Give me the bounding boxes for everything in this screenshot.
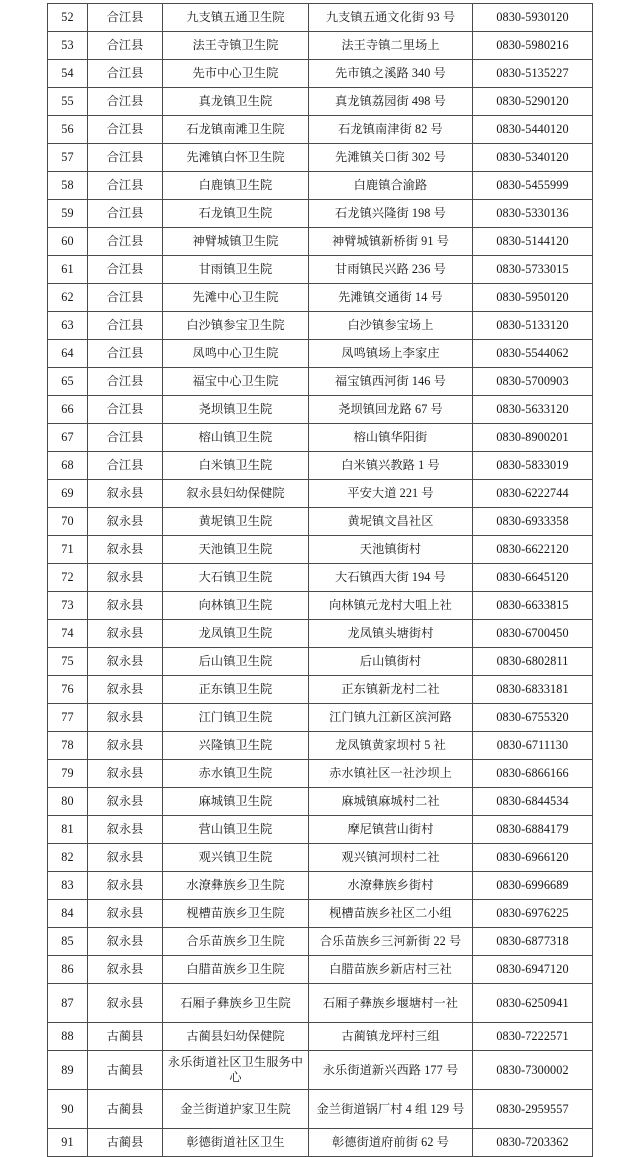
cell-inst: 观兴镇卫生院 [163,844,309,872]
table-row [48,116,593,144]
cell-addr: 正东镇新龙村二社 [309,676,473,704]
cell-idx: 54 [48,60,88,88]
cell-addr: 九支镇五通文化街 93 号 [309,4,473,32]
cell-addr: 先滩镇关口街 302 号 [309,144,473,172]
table-row [48,88,593,116]
cell-phone: 0830-5633120 [473,396,593,424]
cell-addr: 后山镇街村 [309,648,473,676]
cell-inst: 黄坭镇卫生院 [163,508,309,536]
cell-addr: 黄坭镇文昌社区 [309,508,473,536]
cell-addr: 石龙镇南津街 82 号 [309,116,473,144]
cell-addr: 真龙镇荔园街 498 号 [309,88,473,116]
cell-phone: 0830-6802811 [473,648,593,676]
cell-addr: 白腊苗族乡新店村三社 [309,956,473,984]
cell-phone: 0830-6222744 [473,480,593,508]
cell-idx: 70 [48,508,88,536]
cell-idx: 91 [48,1129,88,1157]
cell-idx: 82 [48,844,88,872]
cell-idx: 88 [48,1023,88,1051]
cell-phone: 0830-7203362 [473,1129,593,1157]
table-row [48,676,593,704]
cell-idx: 81 [48,816,88,844]
table-row [48,1023,593,1051]
cell-phone: 0830-6866166 [473,760,593,788]
cell-phone: 0830-6947120 [473,956,593,984]
cell-idx: 78 [48,732,88,760]
cell-addr: 龙凤镇头塘街村 [309,620,473,648]
table-row [48,872,593,900]
cell-inst: 神臂城镇卫生院 [163,228,309,256]
cell-idx: 90 [48,1090,88,1129]
cell-addr: 福宝镇西河街 146 号 [309,368,473,396]
cell-inst: 彰德街道社区卫生 [163,1129,309,1157]
cell-addr: 金兰街道锅厂村 4 组 129 号 [309,1090,473,1129]
table-row [48,732,593,760]
cell-addr: 白沙镇参宝场上 [309,312,473,340]
cell-county: 合江县 [88,452,163,480]
table-row [48,256,593,284]
cell-inst: 先市中心卫生院 [163,60,309,88]
cell-idx: 58 [48,172,88,200]
cell-inst: 营山镇卫生院 [163,816,309,844]
cell-phone: 0830-6884179 [473,816,593,844]
table-row [48,1129,593,1157]
cell-addr: 尧坝镇回龙路 67 号 [309,396,473,424]
cell-county: 叙永县 [88,620,163,648]
cell-idx: 69 [48,480,88,508]
cell-idx: 52 [48,4,88,32]
table-row [48,536,593,564]
cell-inst: 江门镇卫生院 [163,704,309,732]
cell-phone: 0830-6996689 [473,872,593,900]
cell-inst: 凤鸣中心卫生院 [163,340,309,368]
cell-phone: 0830-6844534 [473,788,593,816]
cell-phone: 0830-5930120 [473,4,593,32]
cell-idx: 85 [48,928,88,956]
cell-addr: 榕山镇华阳街 [309,424,473,452]
table-row [48,760,593,788]
table-row [48,368,593,396]
cell-county: 叙永县 [88,536,163,564]
cell-county: 合江县 [88,4,163,32]
cell-phone: 0830-6833181 [473,676,593,704]
cell-inst: 石龙镇南滩卫生院 [163,116,309,144]
cell-county: 古蔺县 [88,1051,163,1090]
cell-addr: 石厢子彝族乡堰塘村一社 [309,984,473,1023]
cell-county: 合江县 [88,228,163,256]
cell-idx: 89 [48,1051,88,1090]
cell-addr: 石龙镇兴隆街 198 号 [309,200,473,228]
cell-idx: 83 [48,872,88,900]
cell-county: 合江县 [88,256,163,284]
table-row [48,144,593,172]
cell-phone: 0830-5340120 [473,144,593,172]
cell-county: 合江县 [88,396,163,424]
cell-county: 叙永县 [88,872,163,900]
table-row [48,424,593,452]
cell-phone: 0830-5290120 [473,88,593,116]
cell-idx: 79 [48,760,88,788]
cell-inst: 金兰街道护家卫生院 [163,1090,309,1129]
cell-idx: 87 [48,984,88,1023]
table-row [48,172,593,200]
cell-inst: 白沙镇参宝卫生院 [163,312,309,340]
cell-county: 合江县 [88,368,163,396]
cell-idx: 68 [48,452,88,480]
cell-county: 合江县 [88,172,163,200]
table-row [48,928,593,956]
cell-idx: 77 [48,704,88,732]
cell-addr: 江门镇九江新区滨河路 [309,704,473,732]
cell-inst: 白腊苗族乡卫生院 [163,956,309,984]
medical-institution-table [47,3,593,1157]
table-row [48,228,593,256]
cell-inst: 白米镇卫生院 [163,452,309,480]
cell-idx: 71 [48,536,88,564]
cell-phone: 0830-5135227 [473,60,593,88]
cell-phone: 0830-7300002 [473,1051,593,1090]
cell-inst: 天池镇卫生院 [163,536,309,564]
table-row [48,284,593,312]
cell-county: 合江县 [88,340,163,368]
cell-phone: 0830-6877318 [473,928,593,956]
cell-inst: 枧槽苗族乡卫生院 [163,900,309,928]
cell-idx: 80 [48,788,88,816]
cell-idx: 73 [48,592,88,620]
cell-county: 叙永县 [88,648,163,676]
cell-addr: 白鹿镇合渝路 [309,172,473,200]
table-body [48,4,593,1157]
cell-addr: 观兴镇河坝村二社 [309,844,473,872]
cell-county: 叙永县 [88,956,163,984]
cell-inst: 叙永县妇幼保健院 [163,480,309,508]
cell-idx: 86 [48,956,88,984]
table-row [48,620,593,648]
table-row [48,1051,593,1090]
cell-phone: 0830-6250941 [473,984,593,1023]
cell-inst: 向林镇卫生院 [163,592,309,620]
cell-county: 合江县 [88,200,163,228]
table-row [48,452,593,480]
cell-county: 古蔺县 [88,1023,163,1051]
table-row [48,900,593,928]
cell-inst: 龙凤镇卫生院 [163,620,309,648]
cell-phone: 0830-6976225 [473,900,593,928]
cell-idx: 67 [48,424,88,452]
cell-addr: 先市镇之溪路 340 号 [309,60,473,88]
table-row [48,340,593,368]
cell-phone: 0830-6933358 [473,508,593,536]
table-row [48,4,593,32]
cell-inst: 合乐苗族乡卫生院 [163,928,309,956]
cell-county: 合江县 [88,116,163,144]
cell-addr: 枧槽苗族乡社区二小组 [309,900,473,928]
cell-addr: 麻城镇麻城村二社 [309,788,473,816]
cell-inst: 榕山镇卫生院 [163,424,309,452]
cell-county: 叙永县 [88,704,163,732]
cell-addr: 永乐街道新兴西路 177 号 [309,1051,473,1090]
cell-county: 叙永县 [88,844,163,872]
cell-inst: 先滩中心卫生院 [163,284,309,312]
table-row [48,704,593,732]
cell-inst: 永乐街道社区卫生服务中心 [163,1051,309,1090]
cell-county: 叙永县 [88,788,163,816]
cell-addr: 先滩镇交通街 14 号 [309,284,473,312]
table-row [48,32,593,60]
table-row [48,956,593,984]
table-row [48,648,593,676]
cell-county: 叙永县 [88,480,163,508]
cell-addr: 神臂城镇新桥街 91 号 [309,228,473,256]
cell-inst: 甘雨镇卫生院 [163,256,309,284]
cell-county: 古蔺县 [88,1129,163,1157]
cell-inst: 水潦彝族乡卫生院 [163,872,309,900]
cell-idx: 61 [48,256,88,284]
cell-inst: 尧坝镇卫生院 [163,396,309,424]
cell-inst: 石龙镇卫生院 [163,200,309,228]
cell-inst: 九支镇五通卫生院 [163,4,309,32]
cell-phone: 0830-6633815 [473,592,593,620]
cell-addr: 甘雨镇民兴路 236 号 [309,256,473,284]
cell-phone: 0830-5133120 [473,312,593,340]
cell-addr: 天池镇街村 [309,536,473,564]
cell-county: 叙永县 [88,732,163,760]
table-row [48,200,593,228]
cell-county: 叙永县 [88,984,163,1023]
cell-county: 叙永县 [88,900,163,928]
table-row [48,396,593,424]
cell-addr: 龙凤镇黄家坝村 5 社 [309,732,473,760]
cell-idx: 64 [48,340,88,368]
cell-county: 合江县 [88,284,163,312]
cell-county: 合江县 [88,88,163,116]
cell-phone: 0830-8900201 [473,424,593,452]
cell-idx: 66 [48,396,88,424]
cell-phone: 0830-6645120 [473,564,593,592]
cell-inst: 福宝中心卫生院 [163,368,309,396]
cell-inst: 赤水镇卫生院 [163,760,309,788]
cell-idx: 72 [48,564,88,592]
cell-idx: 57 [48,144,88,172]
cell-county: 合江县 [88,32,163,60]
table-row [48,816,593,844]
cell-county: 叙永县 [88,816,163,844]
cell-county: 叙永县 [88,592,163,620]
table-row [48,788,593,816]
table-row [48,1090,593,1129]
table-row [48,480,593,508]
cell-idx: 74 [48,620,88,648]
cell-county: 叙永县 [88,928,163,956]
cell-addr: 古蔺镇龙坪村三组 [309,1023,473,1051]
table-row [48,844,593,872]
cell-addr: 向林镇元龙村大咀上社 [309,592,473,620]
cell-phone: 0830-5455999 [473,172,593,200]
table-row [48,984,593,1023]
cell-inst: 古蔺县妇幼保健院 [163,1023,309,1051]
cell-idx: 62 [48,284,88,312]
cell-inst: 兴隆镇卫生院 [163,732,309,760]
cell-addr: 水潦彝族乡街村 [309,872,473,900]
cell-county: 合江县 [88,144,163,172]
cell-addr: 凤鸣镇场上李家庄 [309,340,473,368]
cell-county: 叙永县 [88,760,163,788]
cell-idx: 65 [48,368,88,396]
cell-inst: 后山镇卫生院 [163,648,309,676]
cell-idx: 59 [48,200,88,228]
table-row [48,592,593,620]
cell-addr: 白米镇兴教路 1 号 [309,452,473,480]
cell-addr: 平安大道 221 号 [309,480,473,508]
table-row [48,60,593,88]
cell-phone: 0830-5330136 [473,200,593,228]
cell-addr: 法王寺镇二里场上 [309,32,473,60]
cell-phone: 0830-6622120 [473,536,593,564]
cell-county: 叙永县 [88,676,163,704]
cell-phone: 0830-5733015 [473,256,593,284]
cell-phone: 0830-5544062 [473,340,593,368]
cell-phone: 0830-5440120 [473,116,593,144]
cell-inst: 麻城镇卫生院 [163,788,309,816]
table-row [48,312,593,340]
cell-inst: 先滩镇白怀卫生院 [163,144,309,172]
cell-phone: 0830-6700450 [473,620,593,648]
cell-county: 古蔺县 [88,1090,163,1129]
cell-idx: 60 [48,228,88,256]
cell-idx: 75 [48,648,88,676]
cell-inst: 大石镇卫生院 [163,564,309,592]
cell-county: 合江县 [88,60,163,88]
cell-inst: 正东镇卫生院 [163,676,309,704]
cell-idx: 55 [48,88,88,116]
cell-addr: 彰德街道府前街 62 号 [309,1129,473,1157]
cell-county: 合江县 [88,424,163,452]
cell-addr: 大石镇西大街 194 号 [309,564,473,592]
cell-addr: 摩尼镇营山街村 [309,816,473,844]
table-row [48,564,593,592]
cell-inst: 石厢子彝族乡卫生院 [163,984,309,1023]
cell-phone: 0830-5980216 [473,32,593,60]
cell-phone: 0830-6966120 [473,844,593,872]
cell-idx: 53 [48,32,88,60]
cell-inst: 法王寺镇卫生院 [163,32,309,60]
cell-addr: 合乐苗族乡三河新街 22 号 [309,928,473,956]
cell-county: 合江县 [88,312,163,340]
cell-addr: 赤水镇社区一社沙坝上 [309,760,473,788]
cell-inst: 白鹿镇卫生院 [163,172,309,200]
cell-phone: 0830-6755320 [473,704,593,732]
cell-county: 叙永县 [88,564,163,592]
cell-idx: 56 [48,116,88,144]
cell-phone: 0830-5950120 [473,284,593,312]
cell-inst: 真龙镇卫生院 [163,88,309,116]
cell-phone: 0830-7222571 [473,1023,593,1051]
cell-phone: 0830-5833019 [473,452,593,480]
cell-idx: 76 [48,676,88,704]
cell-idx: 63 [48,312,88,340]
cell-phone: 0830-6711130 [473,732,593,760]
cell-phone: 0830-5700903 [473,368,593,396]
cell-phone: 0830-2959557 [473,1090,593,1129]
table-row [48,508,593,536]
cell-phone: 0830-5144120 [473,228,593,256]
cell-idx: 84 [48,900,88,928]
cell-county: 叙永县 [88,508,163,536]
